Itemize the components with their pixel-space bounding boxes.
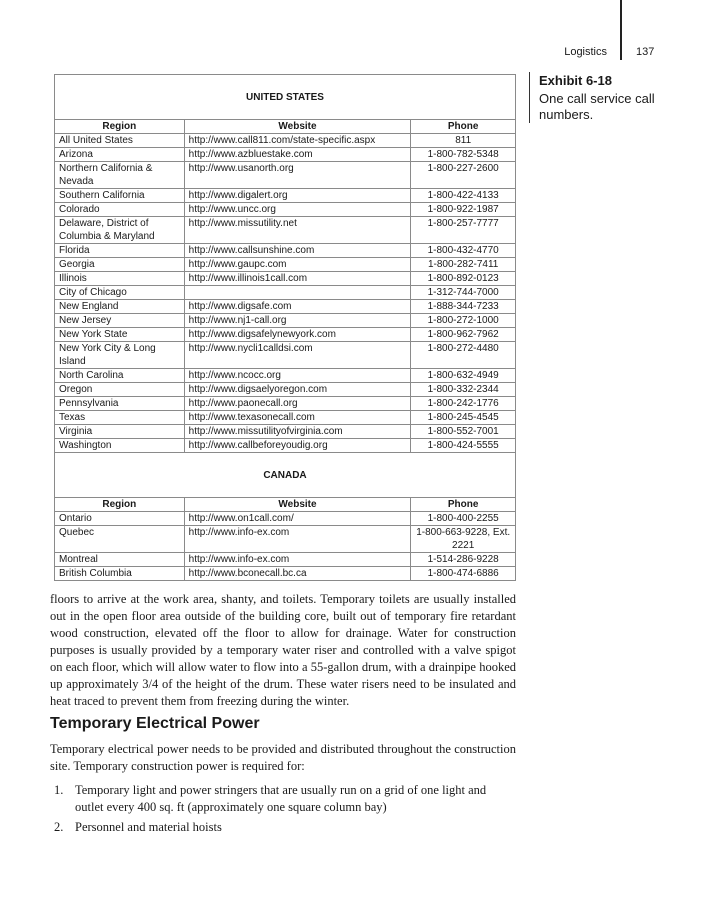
website-cell: http://www.digsafelynewyork.com [184, 328, 411, 342]
phone-cell: 1-800-257-7777 [411, 217, 516, 244]
website-cell: http://www.missutilityofvirginia.com [184, 425, 411, 439]
table-row [55, 258, 516, 272]
phone-cell: 1-800-552-7001 [411, 425, 516, 439]
phone-cell: 1-800-227-2600 [411, 162, 516, 189]
region-cell: British Columbia [55, 567, 185, 581]
table-row [55, 425, 516, 439]
phone-cell: 1-800-432-4770 [411, 244, 516, 258]
table-row [55, 369, 516, 383]
phone-cell: 1-312-744-7000 [411, 286, 516, 300]
website-cell: http://www.gaupc.com [184, 258, 411, 272]
website-cell: http://www.paonecall.org [184, 397, 411, 411]
table-row [55, 342, 516, 369]
region-cell: Texas [55, 411, 185, 425]
one-call-table [54, 74, 516, 581]
phone-cell: 811 [411, 134, 516, 148]
website-cell: http://www.ncocc.org [184, 369, 411, 383]
canada-column-headers [55, 498, 516, 512]
website-cell: http://www.callsunshine.com [184, 244, 411, 258]
region-cell: Ontario [55, 512, 185, 526]
phone-cell: 1-800-282-7411 [411, 258, 516, 272]
exhibit-caption: One call service call numbers. [539, 91, 655, 122]
table-row [55, 314, 516, 328]
canada-title: CANADA [55, 453, 516, 498]
table-row [55, 553, 516, 567]
region-cell: City of Chicago [55, 286, 185, 300]
page-number: 137 [636, 46, 655, 58]
table-row [55, 272, 516, 286]
region-cell: Illinois [55, 272, 185, 286]
website-cell: http://www.digalert.org [184, 189, 411, 203]
table-row [55, 300, 516, 314]
website-cell: http://www.missutility.net [184, 217, 411, 244]
table-row [55, 217, 516, 244]
phone-cell: 1-800-272-1000 [411, 314, 516, 328]
website-cell: http://www.azbluestake.com [184, 148, 411, 162]
list-item [50, 819, 516, 836]
region-cell: New York State [55, 328, 185, 342]
phone-cell: 1-800-663-9228, Ext. 2221 [411, 526, 516, 553]
website-cell: http://www.uncc.org [184, 203, 411, 217]
table-row [55, 397, 516, 411]
website-cell [184, 286, 411, 300]
phone-cell: 1-800-474-6886 [411, 567, 516, 581]
list-number: 1. [54, 783, 64, 797]
region-cell: Northern California & Nevada [55, 162, 185, 189]
region-cell: Quebec [55, 526, 185, 553]
table-row [55, 526, 516, 553]
table-row [55, 244, 516, 258]
us-section-header [55, 75, 516, 120]
table-row [55, 439, 516, 453]
section-heading: Temporary Electrical Power [50, 715, 260, 732]
region-cell: Oregon [55, 383, 185, 397]
region-cell: Pennsylvania [55, 397, 185, 411]
table-row [55, 411, 516, 425]
website-cell: http://www.callbeforeyoudig.org [184, 439, 411, 453]
column-header-phone: Phone [411, 498, 516, 512]
table-row [55, 189, 516, 203]
list-text: Temporary light and power stringers that are usually run on a grid of one light and outlet every 400 sq. ft (approximately one square column bay) [75, 783, 487, 814]
region-cell: New York City & Long Island [55, 342, 185, 369]
column-header-region: Region [55, 120, 185, 134]
website-cell: http://www.nycli1calldsi.com [184, 342, 411, 369]
header-rule [620, 0, 622, 60]
website-cell: http://www.digsaelyoregon.com [184, 383, 411, 397]
running-header-chapter: Logistics [564, 46, 607, 58]
exhibit-label [529, 72, 669, 123]
table-row [55, 203, 516, 217]
phone-cell: 1-800-245-4545 [411, 411, 516, 425]
requirements-list [50, 782, 516, 839]
phone-cell: 1-800-782-5348 [411, 148, 516, 162]
region-cell: Virginia [55, 425, 185, 439]
phone-cell: 1-800-242-1776 [411, 397, 516, 411]
table-row [55, 328, 516, 342]
website-cell: http://www.info-ex.com [184, 553, 411, 567]
body-paragraph-power: Temporary electrical power needs to be provided and distributed throughout the construction site. Temporary construction power is required for: [50, 742, 516, 773]
phone-cell: 1-514-286-9228 [411, 553, 516, 567]
phone-cell: 1-800-424-5555 [411, 439, 516, 453]
region-cell: North Carolina [55, 369, 185, 383]
region-cell: Southern California [55, 189, 185, 203]
region-cell: Montreal [55, 553, 185, 567]
table-row [55, 512, 516, 526]
region-cell: Florida [55, 244, 185, 258]
phone-cell: 1-800-332-2344 [411, 383, 516, 397]
exhibit-title: Exhibit 6-18 [539, 73, 612, 88]
table-row [55, 134, 516, 148]
website-cell: http://www.texasonecall.com [184, 411, 411, 425]
us-column-headers [55, 120, 516, 134]
region-cell: Arizona [55, 148, 185, 162]
table-row [55, 162, 516, 189]
phone-cell: 1-800-422-4133 [411, 189, 516, 203]
phone-cell: 1-800-272-4480 [411, 342, 516, 369]
website-cell: http://www.illinois1call.com [184, 272, 411, 286]
region-cell: New Jersey [55, 314, 185, 328]
column-header-website: Website [184, 498, 411, 512]
list-number: 2. [54, 820, 64, 834]
list-item [50, 782, 516, 816]
table-row [55, 383, 516, 397]
website-cell: http://www.nj1-call.org [184, 314, 411, 328]
website-cell: http://www.info-ex.com [184, 526, 411, 553]
phone-cell: 1-800-632-4949 [411, 369, 516, 383]
body-paragraph-water: floors to arrive at the work area, shanty, and toilets. Temporary toilets are usually installed out in the open floor area outside of the building core, built out of temporary fire retardant wood construction, elevated off the floor to allow for drainage. Water for construction purposes is usually provided by a temporary water riser and controlled with a valve spigot on each floor, which will allow water to flow into a 55-gallon drum, with a drainpipe hooked up approximately 3/4 of the height of the drum. These water risers need to be insulated and heat traced to prevent them from freezing during the winter. [50, 592, 516, 708]
column-header-website: Website [184, 120, 411, 134]
region-cell: Washington [55, 439, 185, 453]
table-row [55, 567, 516, 581]
phone-cell: 1-800-400-2255 [411, 512, 516, 526]
column-header-region: Region [55, 498, 185, 512]
us-title: UNITED STATES [55, 75, 516, 120]
column-header-phone: Phone [411, 120, 516, 134]
region-cell: All United States [55, 134, 185, 148]
list-text: Personnel and material hoists [75, 820, 222, 834]
table-row [55, 286, 516, 300]
phone-cell: 1-888-344-7233 [411, 300, 516, 314]
region-cell: New England [55, 300, 185, 314]
website-cell: http://www.digsafe.com [184, 300, 411, 314]
phone-cell: 1-800-922-1987 [411, 203, 516, 217]
region-cell: Georgia [55, 258, 185, 272]
website-cell: http://www.bconecall.bc.ca [184, 567, 411, 581]
website-cell: http://www.usanorth.org [184, 162, 411, 189]
table-row [55, 148, 516, 162]
website-cell: http://www.call811.com/state-specific.aspx [184, 134, 411, 148]
website-cell: http://www.on1call.com/ [184, 512, 411, 526]
phone-cell: 1-800-892-0123 [411, 272, 516, 286]
canada-section-header [55, 453, 516, 498]
region-cell: Delaware, District of Columbia & Maryland [55, 217, 185, 244]
phone-cell: 1-800-962-7962 [411, 328, 516, 342]
region-cell: Colorado [55, 203, 185, 217]
